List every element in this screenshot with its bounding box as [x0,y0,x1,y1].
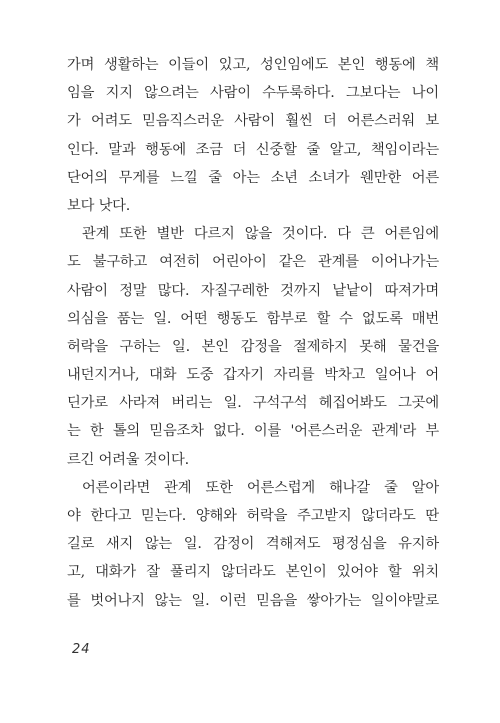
text-line: 내던지거나, 대화 도중 갑자기 자리를 박차고 일어나 어 [67,367,439,384]
text-line: 야 한다고 믿는다. 양해와 허락을 주고받지 않더라도 딴 [67,508,439,524]
text-line: 보다 낫다. [67,197,131,214]
text-line: 가 어려도 믿음직스러운 사람이 훨씬 더 어른스러워 보 [67,113,439,130]
text-line: 도 불구하고 여전히 어린아이 같은 관계를 이어나가는 [67,254,439,271]
text-line: 딘가로 사라져 버리는 일. 구석구석 헤집어봐도 그곳에 [67,395,439,412]
text-line: 임을 지지 않으려는 사람이 수두룩하다. 그보다는 나이 [67,85,439,102]
body-text [67,51,439,615]
text-line: 허락을 구하는 일. 본인 감정을 절제하지 못해 물건을 [67,338,439,355]
text-line: 사람이 정말 많다. 자질구레한 것까지 낱낱이 따져가며 [67,282,439,299]
page-number: 24 [72,642,91,657]
text-line: 르긴 어려울 것이다. [67,451,189,468]
text-line: 는 한 톨의 믿음조차 없다. 이를 '어른스러운 관계'라 부 [67,423,439,440]
text-line: 고, 대화가 잘 풀리지 않더라도 본인이 있어야 할 위치 [67,564,439,581]
text-line: 어른이라면 관계 또한 어른스럽게 해나갈 줄 알아 [82,479,439,496]
text-line: 인다. 말과 행동에 조금 더 신중할 줄 알고, 책임이라는 [67,141,439,158]
text-line: 의심을 품는 일. 어떤 행동도 함부로 할 수 없도록 매번 [67,310,439,327]
text-line: 길로 새지 않는 일. 감정이 격해져도 평정심을 유지하 [67,536,439,553]
text-line: 가며 생활하는 이들이 있고, 성인임에도 본인 행동에 책 [67,57,439,73]
text-line: 관계 또한 별반 다르지 않을 것이다. 다 큰 어른임에 [82,226,439,243]
text-line: 단어의 무게를 느낄 줄 아는 소년 소녀가 웬만한 어른 [67,169,439,186]
text-line: 를 벗어나지 않는 일. 이런 믿음을 쌓아가는 일이야말로 [67,592,439,609]
